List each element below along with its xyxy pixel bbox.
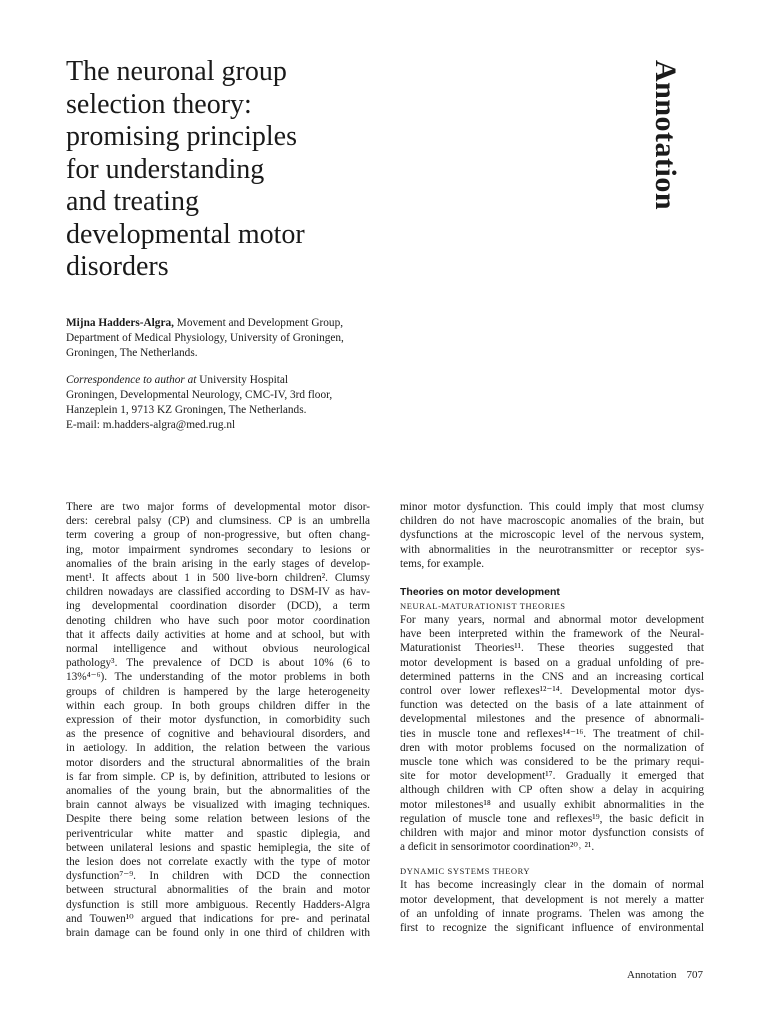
affiliation-line: Groningen, The Netherlands.: [66, 347, 198, 359]
correspondence-block: [66, 373, 386, 433]
page-footer: [627, 969, 703, 981]
section-heading: Theories on motor development: [400, 586, 560, 599]
body-column-right: [400, 500, 704, 935]
email-address: E-mail: m.hadders-algra@med.rug.nl: [66, 419, 236, 431]
text-line: of an unfolding of innate programs. Thelen was among the: [400, 907, 704, 920]
text-line: is far from simple. CP is, by definition, attributed to lesions or: [66, 770, 370, 783]
text-line: groups of children is hampered by the large heterogeneity: [66, 685, 370, 698]
title-line: promising principles: [66, 121, 297, 152]
section-label-text: Annotation: [649, 60, 682, 211]
text-line: Despite there being some relation between lesions of the: [66, 813, 370, 826]
text-line: dysfunction⁷⁻⁹. In children with DCD the connection: [66, 870, 370, 883]
text-line: anomalies of the young brain, but the abnormalities of the: [66, 785, 370, 798]
correspondence-text: University Hospital: [196, 374, 289, 386]
text-line: a deficit in sensorimotor coordination²⁰˒ ²¹.: [400, 841, 595, 854]
page-number: 707: [686, 969, 703, 981]
correspondence-line: [66, 373, 386, 388]
text-line: expression of their motor dysfunction, in comorbidity such: [66, 714, 370, 727]
text-line: dren with motor problems focused on the normalization of: [400, 741, 704, 754]
body-column-left: [66, 500, 370, 940]
article-title: [66, 56, 406, 284]
text-line: ing, motor impairment syndromes secondary to lesions or: [66, 543, 370, 556]
text-line: motor development is based on a gradual unfolding of pre-: [400, 656, 704, 669]
author-line: [66, 316, 386, 331]
footer-label: Annotation: [627, 969, 677, 981]
text-line: For many years, normal and abnormal motor development: [400, 614, 704, 627]
text-line: dysfunctions at the microscopic level of the nervous system,: [400, 529, 704, 542]
text-line: motor development, that development is not merely a matter: [400, 893, 704, 906]
text-line: denoting children who have such poor motor coordination: [66, 614, 370, 627]
subsection-paragraph: [400, 613, 704, 854]
subsection-heading: NEURAL-MATURATIONIST THEORIES: [400, 601, 566, 612]
title-line: and treating: [66, 186, 199, 217]
text-line: children with major and minor motor dysfunction consists of: [400, 827, 704, 840]
text-line: periventricular white matter and spastic diplegia, and: [66, 827, 370, 840]
text-line: term covering a group of non-progressive, but often chang-: [66, 529, 370, 542]
author-name: Mijna Hadders-Algra,: [66, 317, 174, 329]
text-line: children nowadays are classified according to DSM-IV as hav-: [66, 586, 370, 599]
text-line: ties in muscle tone and reflexes¹⁴⁻¹⁶. The treatment of chil-: [400, 727, 704, 740]
affiliation-line: Department of Medical Physiology, University of Groningen,: [66, 332, 344, 344]
text-line: children do not have macroscopic anomalies of the brain, but: [400, 515, 704, 528]
text-line: function was detected on the basis of a late attainment of: [400, 699, 704, 712]
text-line: control over lower reflexes¹²⁻¹⁴. Developmental motor dys-: [400, 685, 704, 698]
text-line: regulation of muscle tone and reflexes¹⁹, the basic deficit in: [400, 812, 704, 825]
text-line: tems, for example.: [400, 557, 485, 570]
text-line: ders: cerebral palsy (CP) and clumsiness. CP is an umbrella: [66, 515, 370, 528]
text-line: dysfunction is still more ambiguous. Recently Hadders-Algra: [66, 898, 370, 911]
text-line: as the presence of cognitive and behavioural disorders, and: [66, 728, 370, 741]
correspondence-line: Groningen, Developmental Neurology, CMC-IV, 3rd floor,: [66, 389, 333, 401]
correspondence-line: Hanzeplein 1, 9713 KZ Groningen, The Netherlands.: [66, 404, 307, 416]
text-line: brain cannot always be visualized with imaging techniques.: [66, 799, 370, 812]
text-line: in aetiology. In addition, the relation between the various: [66, 742, 370, 755]
text-line: ment¹. It affects about 1 in 500 live-born children². Clumsy: [66, 572, 370, 585]
title-line: for understanding: [66, 153, 265, 185]
text-line: determined patterns in the CNS and an increasing cortical: [400, 670, 704, 683]
text-line: anomalies of the brain arising in the early stages of develop-: [66, 557, 370, 570]
text-line: that it affects daily activities at home and at school, but with: [66, 628, 370, 641]
text-line: minor motor dysfunction. This could imply that most clumsy: [400, 501, 704, 513]
section-label-vertical: [614, 60, 682, 211]
text-line: within each group. In both groups children differ in the: [66, 699, 370, 712]
subsection-heading: DYNAMIC SYSTEMS THEORY: [400, 866, 531, 877]
intro-paragraph-continued: [400, 500, 704, 571]
text-line: and Touwen¹⁰ argued that indications for pre- and perinatal: [66, 912, 370, 925]
text-line: pathology³. The prevalence of DCD is about 10% (6 to: [66, 657, 370, 670]
correspondence-label: Correspondence to author at: [66, 374, 197, 386]
text-line: muscle tone which was considered to be the primary requi-: [400, 756, 704, 769]
text-line: the lesion does not correlate exactly with the type of motor: [66, 856, 370, 869]
text-line: between unilateral lesions and spastic hemiplegia, the site of: [66, 841, 370, 854]
affiliation-text: Movement and Development Group,: [173, 317, 344, 329]
text-line: motor milestones¹⁸ and usually exhibit abnormalities in the: [400, 798, 704, 811]
text-line: There are two major forms of developmental motor disor-: [66, 501, 370, 513]
text-line: brain damage can be found only in one third of children with: [66, 927, 370, 940]
text-line: have been interpreted within the framework of the Neural-: [400, 628, 704, 641]
text-line: developmental milestones and the presence of abnormali-: [400, 713, 704, 726]
text-line: normal intelligence and without obvious neurological: [66, 643, 370, 656]
title-line: developmental motor: [66, 218, 305, 250]
text-line: 13%⁴⁻⁶). The understanding of the motor problems in both: [66, 671, 370, 684]
title-line: selection theory:: [66, 88, 252, 120]
title-line: disorders: [66, 251, 169, 282]
author-affiliation: [66, 316, 386, 361]
text-line: between structural abnormalities of the brain and motor: [66, 884, 370, 897]
text-line: first to recognize the significant influence of environmental: [400, 922, 704, 935]
text-line: with abnormalities in the neurotransmitter or receptor sys-: [400, 543, 704, 556]
text-line: motor disorders and the structural abnormalities of the brain: [66, 756, 370, 769]
text-line: It has become increasingly clear in the domain of normal: [400, 879, 704, 892]
subsection-paragraph: [400, 878, 704, 935]
text-line: although children with CP often show a delay in acquiring: [400, 784, 704, 797]
text-line: ing developmental coordination disorder (DCD), a term: [66, 600, 370, 613]
text-line: site for motor development¹⁷. Gradually it emerged that: [400, 770, 704, 783]
title-line: The neuronal group: [66, 56, 287, 87]
text-line: Maturationist Theories¹¹. These theories suggested that: [400, 642, 704, 655]
